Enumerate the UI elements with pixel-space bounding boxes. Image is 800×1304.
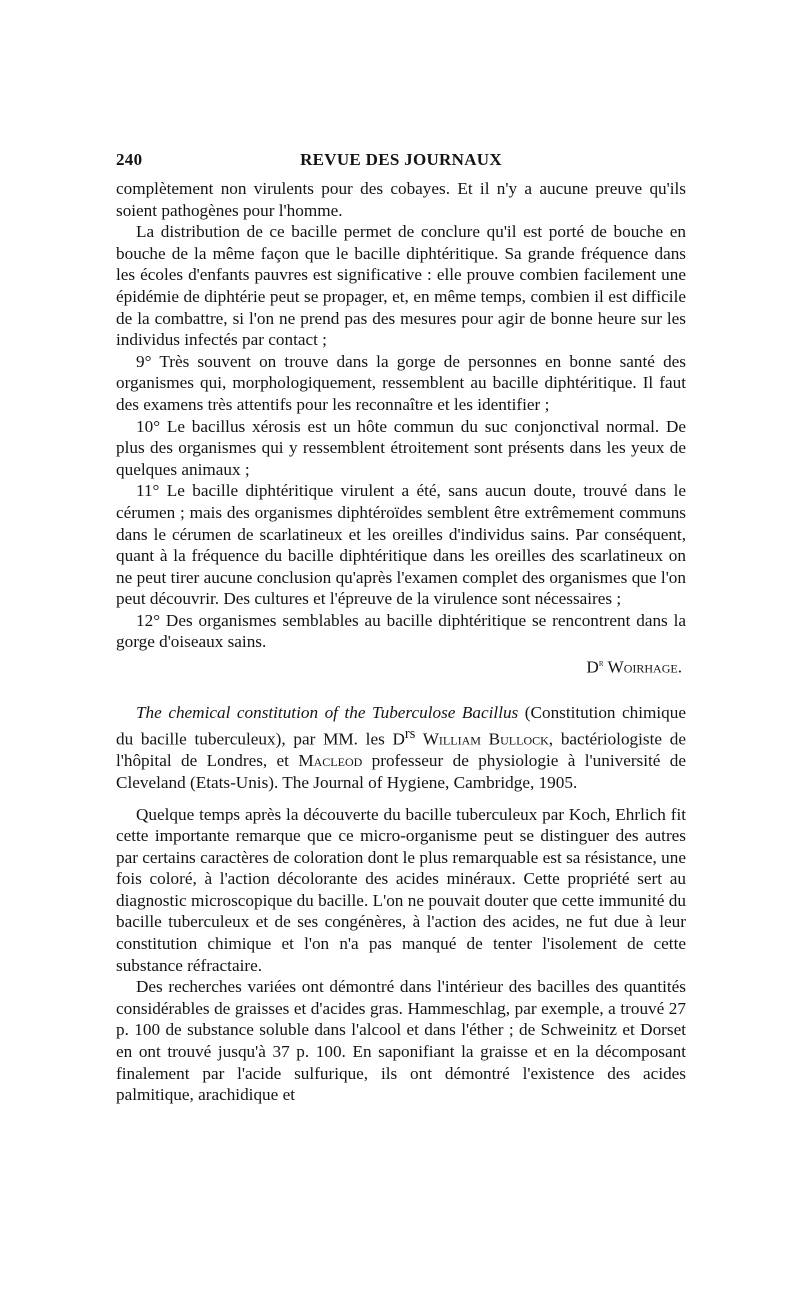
author-signature: $D^r$ Woirhage. — [586, 657, 682, 677]
author-name: Macleod — [298, 751, 363, 771]
paragraph: 11° Le bacille diphtéritique virulent a été, sans aucun doute, trouvé dans le cérumen ; mais des organismes diphtéroïdes semblent être extrêmement communs dans le cérumen de scarlatineux et les oreilles d'individus sains. Par conséquent, quant à la fréquence du bacille diphtéritique dans les oreilles des scarlatineux on ne peut tirer aucune conclusion qu'après l'examen complet des organismes que l'on peut découvrir. Des cultures et l'épreuve de la virulence sont nécessaires ; — [116, 481, 686, 609]
paragraph: La distribution de ce bacille permet de conclure qu'il est porté de bouche en bouche de la même façon que le bacille diphtéritique. Sa grande fréquence dans les écoles d'enfants pauvres est significative : elle prouve combien facilement une épidémie de diphtérie peut se propager, et, en même temps, combien il est difficile de la combattre, si l'on ne prend pas des mesures pour agir de bonne heure sur les individus infectés par contact ; — [116, 222, 686, 350]
running-title: REVUE DES JOURNAUX — [300, 150, 502, 169]
paragraph: Quelque temps après la découverte du bacille tuberculeux par Koch, Ehrlich fit cette importante remarque que ce micro-organisme peut se distinguer des autres par certains caractères de coloration dont le plus remarquable est sa résistance, une fois coloré, à l'action décolorante des acides minéraux. Cette propriété sert au diagnostic microscopique du bacille. L'on ne pouvait douter que cette immunité du bacille tuberculeux et de ses congénères, à l'action des acides, ne fut due à leur constitution chimique et l'on n'a pas manqué de tenter l'isolement de cette substance réfractaire. — [116, 804, 686, 975]
paragraph: 12° Des organismes semblables au bacille diphtéritique se rencontrent dans la gorge d'oiseaux sains. — [116, 610, 686, 652]
article-title: The chemical constitution of the Tuberculose Bacillus — [136, 703, 519, 723]
section-gap — [116, 678, 686, 702]
running-header — [116, 150, 686, 174]
page-number: 240 — [116, 150, 143, 169]
article-citation: The chemical constitution of the Tuberculose Bacillus (Constitution chimique du bacille tuberculeux), par MM. les $D^{rs}$ William Bullock, bactériologiste de l'hôpital de Londres, et Macleod professeur de physiologie à l'université de Cleveland (Etats-Unis). The Journal of Hygiene, Cambridge, 1905. — [116, 703, 686, 792]
section-gap — [116, 794, 686, 804]
body-text — [116, 178, 686, 1106]
paragraph: complètement non virulents pour des cobayes. Et il n'y a aucune preuve qu'ils soient pathogènes pour l'homme. — [116, 179, 686, 220]
paragraph: Des recherches variées ont démontré dans l'intérieur des bacilles des quantités considérables de graisses et d'acides gras. Hammeschlag, par exemple, a trouvé 27 p. 100 de substance soluble dans l'alcool et dans l'éther ; de Schweinitz et Dorset en ont trouvé jusqu'à 37 p. 100. En saponifiant la graisse et en la décomposant finalement par l'acide sulfurique, ils ont démontré l'existence des acides palmitique, arachidique et — [116, 977, 686, 1105]
author-name: William Bullock — [415, 729, 549, 749]
paragraph: 9° Très souvent on trouve dans la gorge de personnes en bonne santé des organismes qui, morphologiquement, ressemblent au bacille diphtéritique. Il faut des examens très attentifs pour les reconnaître et les identifier ; — [116, 351, 686, 414]
paragraph: 10° Le bacillus xérosis est un hôte commun du suc conjonctival normal. De plus des organismes qui y ressemblent étroitement sont présents dans les yeux de quelques animaux ; — [116, 416, 686, 479]
